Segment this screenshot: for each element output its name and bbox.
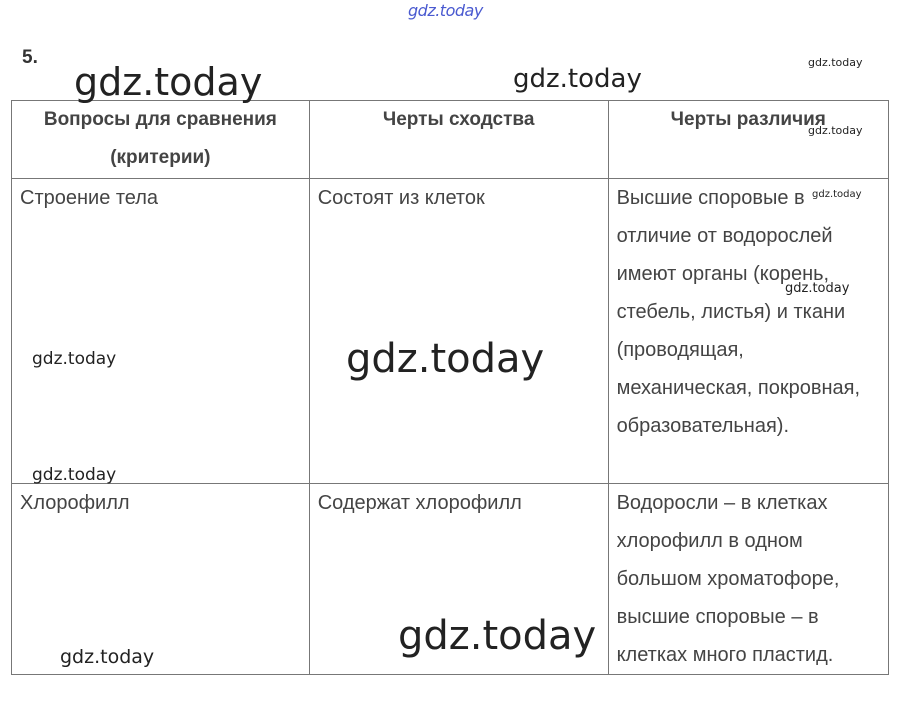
watermark-small: gdz.today xyxy=(812,189,862,200)
table-row xyxy=(12,179,889,484)
table-header-row xyxy=(12,101,889,179)
watermark-large: gdz.today xyxy=(513,64,642,94)
task-number: 5. xyxy=(22,47,38,68)
comparison-table xyxy=(11,100,889,675)
watermark-large: gdz.today xyxy=(398,613,597,659)
watermark-large: gdz.today xyxy=(74,60,263,104)
row-body-similarity: Состоят из клеток xyxy=(309,179,608,484)
watermark-small: gdz.today xyxy=(808,56,863,69)
watermark-large: gdz.today xyxy=(346,336,545,382)
row-chlorophyll-similarity: Содержат хлорофилл xyxy=(309,484,608,675)
watermark-medium: gdz.today xyxy=(32,349,117,369)
header-criteria: Вопросы для сравнения (критерии) xyxy=(12,101,310,179)
row-chlorophyll-difference: Водоросли – в клетках хлорофилл в одном большом хроматофоре, высшие споровые – в клетках много пластид. xyxy=(608,484,888,675)
watermark-top: gdz.today xyxy=(408,1,483,20)
header-difference: Черты различия xyxy=(608,101,888,179)
watermark-small: gdz.today xyxy=(785,281,850,296)
header-similarity: Черты сходства xyxy=(309,101,608,179)
row-chlorophyll-criterion: Хлорофилл xyxy=(12,484,310,675)
table-row xyxy=(12,484,889,675)
row-body-difference: Высшие споровые в отличие от водорослей имеют органы (корень, стебель, листья) и ткани (проводящая, механическая, покровная, образовательная). xyxy=(608,179,888,484)
watermark-medium: gdz.today xyxy=(60,646,155,668)
row-body-criterion: Строение тела xyxy=(12,179,310,484)
watermark-small: gdz.today xyxy=(808,124,863,137)
watermark-medium: gdz.today xyxy=(32,465,117,485)
